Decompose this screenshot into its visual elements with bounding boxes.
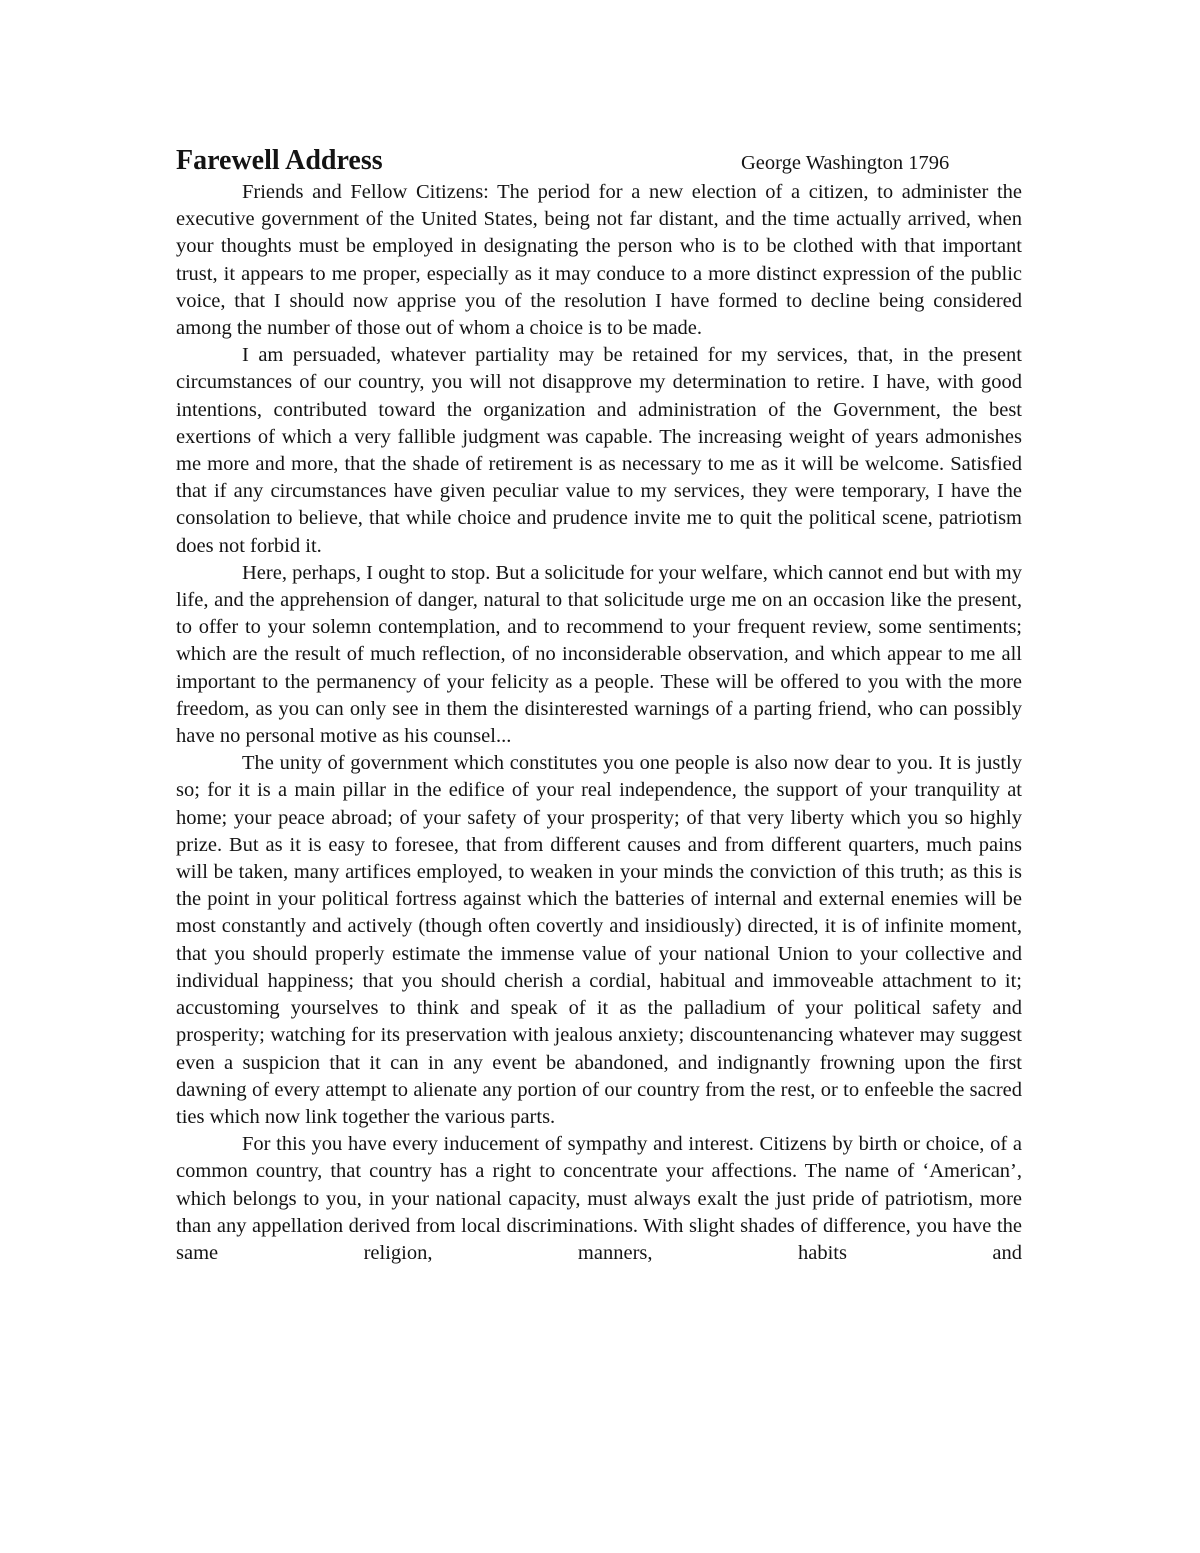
document-header	[176, 143, 1022, 179]
document-page	[176, 143, 1022, 1267]
paragraph-5: For this you have every inducement of sympathy and interest. Citizens by birth or choice, of a common country, that country has a right to concentrate your affections. The name of ‘American’, which belongs to you, in your national capacity, must always exalt the just pride of patriotism, more than any appellation derived from local discriminations. With slight shades of difference, you have the same religion, manners, habits and	[176, 1133, 1022, 1264]
paragraph-2: I am persuaded, whatever partiality may be retained for my services, that, in the present circumstances of our country, you will not disapprove my determination to retire. I have, with good intentions, contributed toward the organization and administration of the Government, the best exertions of which a very fallible judgment was capable. The increasing weight of years admonishes me more and more, that the shade of retirement is as necessary to me as it will be welcome. Satisfied that if any circumstances have given peculiar value to my services, they were temporary, I have the consolation to believe, that while choice and prudence invite me to quit the political scene, patriotism does not forbid it.	[176, 344, 1022, 557]
document-author-date: George Washington 1796	[741, 152, 950, 174]
document-title: Farewell Address	[176, 145, 383, 176]
paragraph-4: The unity of government which constitutes you one people is also now dear to you. It is justly so; for it is a main pillar in the edifice of your real independence, the support of your tranquility at home; your peace abroad; of your safety of your prosperity; of that very liberty which you so highly prize. But as it is easy to foresee, that from different causes and from different quarters, much pains will be taken, many artifices employed, to weaken in your minds the conviction of this truth; as this is the point in your political fortress against which the batteries of internal and external enemies will be most constantly and actively (though often covertly and insidiously) directed, it is of infinite moment, that you should properly estimate the immense value of your national Union to your collective and individual happiness; that you should cherish a cordial, habitual and immoveable attachment to it; accustoming yourselves to think and speak of it as the palladium of your political safety and prosperity; watching for its preservation with jealous anxiety; discountenancing whatever may suggest even a suspicion that it can in any event be abandoned, and indignantly frowning upon the first dawning of every attempt to alienate any portion of our country from the rest, or to enfeeble the sacred ties which now link together the various parts.	[176, 752, 1022, 1128]
paragraph-3: Here, perhaps, I ought to stop. But a solicitude for your welfare, which cannot end but with my life, and the apprehension of danger, natural to that solicitude urge me on an occasion like the present, to offer to your solemn contemplation, and to recommend to your frequent review, some sentiments; which are the result of much reflection, of no inconsiderable observation, and which appear to me all important to the permanency of your felicity as a people. These will be offered to you with the more freedom, as you can only see in them the disinterested warnings of a parting friend, who can possibly have no personal motive as his counsel...	[176, 561, 1022, 748]
paragraph-1: Friends and Fellow Citizens: The period for a new election of a citizen, to administer the executive government of the United States, being not far distant, and the time actually arrived, when your thoughts must be employed in designating the person who is to be clothed with that important trust, it appears to me proper, especially as it may conduce to a more distinct expression of the public voice, that I should now apprise you of the resolution I have formed to decline being considered among the number of those out of whom a choice is to be made.	[176, 181, 1022, 340]
